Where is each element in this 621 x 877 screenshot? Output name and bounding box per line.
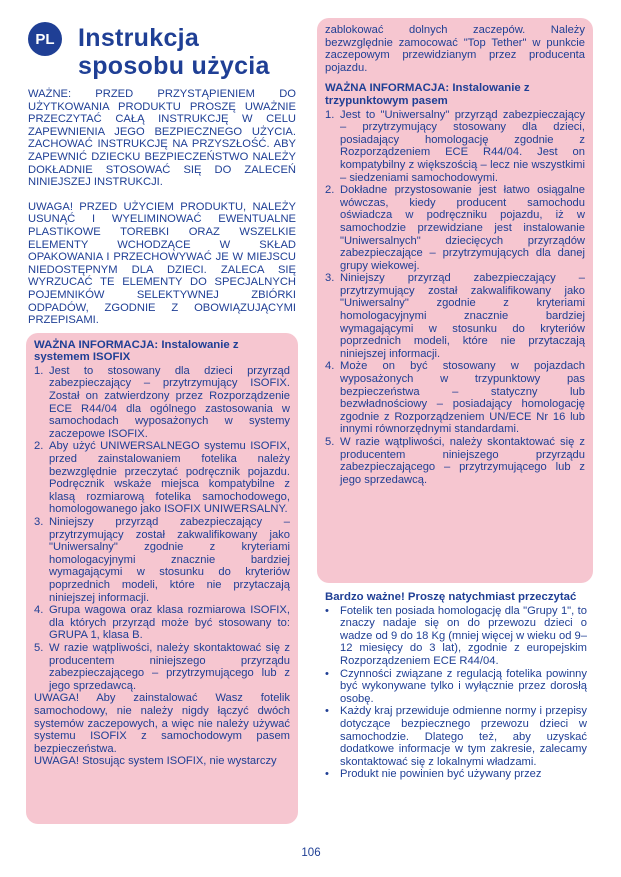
list-item [34,440,290,516]
isofix-warning-combine: UWAGA! Aby zainstalować Wasz fotelik samochodowy, nie należy nigdy łączyć dwóch systemów zaczepowych, a więc nie należy używać systemu ISOFIX z samochodowym pasem bezpieczeństwa. [34,692,290,755]
list-item [325,668,587,706]
bullet-list [325,605,587,781]
belt-list [325,109,585,487]
list-item [325,436,585,486]
right-column [317,18,593,781]
continuation-text: zablokować dolnych zaczepów. Należy bezwzględnie zamocować "Top Tether" w punkcie zaczepowym przewidzianym przez producenta pojazdu. [325,24,585,74]
intro-warning: UWAGA! PRZED UŻYCIEM PRODUKTU, NALEŻY USUNĄĆ I WYELIMINOWAĆ EWENTUALNE PLASTIKOWE TOREBKI ORAZ WSZELKIE ELEMENTY WCHODZĄCE W SKŁAD OPAKOWANIA I PRZECHOWYWAĆ JE W MIEJSCU NIEDOSTĘPNYM DLA DZIECI. ZALECA SIĘ WYRZUCAĆ TE ELEMENTY DO SPECJALNYCH POJEMNIKÓW SELEKTYWNEJ ZBIÓRKI ODPADÓW, ZGODNIE Z OBOWIĄZUJĄCYMI PRZEPISAMI. [28,200,296,327]
page-title: Instrukcja sposobu użycia [78,24,270,80]
list-text: Czynności związane z regulacją fotelika powinny być wykonywane tylko i wyłącznie przez dorosłą osobę. [340,667,587,705]
list-text: Każdy kraj przewiduje odmienne normy i przepisy dotyczące bezpiecznego przewozu dzieci w samochodzie. Dlatego też, aby uzyskać dodatkowe informacje w tym zakresie, zalecamy skontaktować się z lokalnymi władzami. [340,705,587,768]
read-heading: Bardzo ważne! Proszę natychmiast przeczytać [325,591,577,603]
list-number: 4. [34,604,44,617]
language-badge: PL [28,22,62,56]
list-text: Niniejszy przyrząd zabezpieczający – przytrzymujący został zakwalifikowany jako "Uniwersalny" zgodnie z kryteriami homologacyjnymi znacznie bardziej wymagającymi w stosunku do kryteriów poprzednich modeli, które nie przytaczają niniejszej informacji. [49,516,290,604]
list-text: Dokładne przystosowanie jest łatwo osiągalne wówczas, kiedy producent samochodu oświadcza w podręczniku pojazdu, iż w samochodzie przewidziane jest instalowanie "Uniwersalnych" dziecięcych przyrządów zabezpieczające – przytrzymujących dla danej grupy wiekowej. [340,184,585,272]
bullet-icon: • [325,705,329,718]
isofix-warning-tether: UWAGA! Stosując system ISOFIX, nie wystarczy [34,755,277,768]
list-item [325,605,587,668]
list-text: Aby użyć UNIWERSALNEGO systemu ISOFIX, przed zainstalowaniem fotelika należy bezwzględnie przeczytać podręcznik pojazdu. Podręcznik wskaże miejsca kompatybilne z klasą rozmiarową fotelika samochodowego, homologowanego jako ISOFIX UNIWERSALNY. [49,440,290,516]
belt-box [317,18,593,583]
list-item [325,109,585,185]
belt-heading: WAŻNA INFORMACJA: Instalowanie z trzypunktowym pasem [325,82,530,107]
isofix-list [34,365,290,692]
list-number: 2. [325,184,335,197]
isofix-heading: WAŻNA INFORMACJA: Instalowanie z systemem ISOFIX [34,338,239,364]
list-item [34,604,290,642]
list-text: Jest to "Uniwersalny" przyrząd zabezpieczający – przytrzymujący stosowany dla dzieci, posiadający homologację zgodnie z Rozporządzeniem ECE R44/04. Jest on kompatybilny z większością – lecz nie wszystkimi – siedzeniami samochodowymi. [340,108,585,184]
bullet-icon: • [325,667,329,680]
bullet-icon: • [325,768,329,781]
list-item [325,705,587,768]
list-text: Grupa wagowa oraz klasa rozmiarowa ISOFIX, dla których przyrząd może być stosowany to: GRUPA 1, klasa B. [49,604,290,642]
list-item [34,642,290,692]
list-item [325,184,585,272]
list-item [325,272,585,360]
list-item [325,768,587,781]
list-number: 3. [34,516,44,528]
list-number: 1. [325,108,335,121]
intro-important: WAŻNE: PRZED PRZYSTĄPIENIEM DO UŻYTKOWANIA PRODUKTU PROSZĘ UWAŻNIE PRZECZYTAĆ CAŁĄ INSTRUKCJĘ W CELU ZAPEWNIENIA JEGO BEZPIECZNEGO UŻYCIA. ZACHOWAĆ INSTRUKCJĘ NA PRZYSZŁOŚĆ. ABY ZAPEWNIĆ DZIECKU BEZPIECZEŃSTWO NALEŻY DOKŁADNIE STOSOWAĆ SIĘ DO ZALECEŃ NINIEJSZEJ INSTRUKCJI. [28,88,296,189]
list-number: 5. [34,641,44,654]
list-text: W razie wątpliwości, należy skontaktować się z producentem niniejszego przyrządu zabezpieczającego – przytrzymującego lub z jego sprzedawcą. [340,436,585,486]
list-item [34,516,290,604]
list-text: Niniejszy przyrząd zabezpieczający – przytrzymujący został zakwalifikowany jako "Uniwersalny" zgodnie z kryteriami homologacyjnymi znacznie bardziej wymagającymi w stosunku do kryteriów poprzednich modeli, które nie przytaczają niniejszej informacji. [340,272,585,360]
read-immediately-section [317,583,593,781]
list-item [325,360,585,436]
left-column [28,88,296,824]
list-number: 5. [325,436,335,448]
page-number: 106 [301,847,321,859]
list-number: 1. [34,364,44,377]
list-text: Jest to stosowany dla dzieci przyrząd zabezpieczający – przytrzymujący ISOFIX. Został on zatwierdzony przez Rozporządzenie ECE R44/04 dla ogólnego zastosowania w samochodach wyposażonych w systemy zaczepowe ISOFIX. [49,364,290,440]
list-number: 3. [325,272,335,285]
isofix-box [26,333,298,824]
list-item [34,365,290,441]
list-text: Produkt nie powinien być używany przez [340,768,542,781]
list-text: Fotelik ten posiada homologację dla "Grupy 1", to znaczy nadaje się on do przewozu dzieci o wadze od 9 do 18 Kg (mniej więcej w wieku od 9–12 miesięcy do 3 lat), zgodnie z europejskim Rozporządzeniem ECE R44/04. [340,604,587,667]
list-number: 2. [34,440,44,453]
list-text: W razie wątpliwości, należy skontaktować się z producentem niniejszego przyrządu zabezpieczającego – przytrzymującego lub z jego sprzedawcą. [49,641,290,692]
bullet-icon: • [325,604,329,617]
list-text: Może on być stosowany w pojazdach wyposażonych w trzypunktowy pas bezpieczeństwa – statyczny lub bezwładnościowy – posiadający homologację zgodnie z Rozporządzeniem UN/ECE Nr 16 lub innymi równorzędnymi standardami. [340,360,585,436]
list-number: 4. [325,360,335,373]
